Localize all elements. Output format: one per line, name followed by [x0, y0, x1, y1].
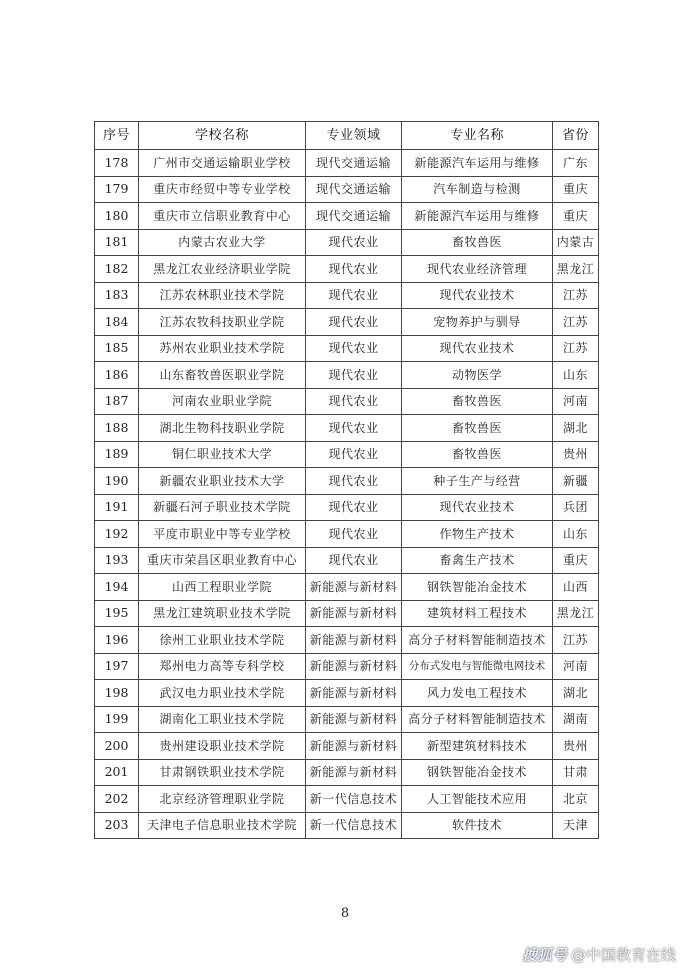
major-name-cell: 建筑材料工程技术	[402, 600, 553, 627]
school-name-cell: 山西工程职业学院	[139, 574, 306, 601]
field-cell: 现代农业	[306, 256, 402, 283]
field-cell: 现代农业	[306, 415, 402, 442]
school-name-cell: 甘肃钢铁职业技术学院	[139, 759, 306, 786]
field-cell: 现代农业	[306, 441, 402, 468]
province-cell: 内蒙古	[553, 229, 599, 256]
province-cell: 江苏	[553, 309, 599, 336]
serial-number-cell: 200	[95, 733, 139, 760]
table-row	[95, 468, 599, 495]
school-name-cell: 新疆石河子职业技术学院	[139, 494, 306, 521]
table-body	[95, 150, 599, 839]
province-cell: 江苏	[553, 335, 599, 362]
province-cell: 黑龙江	[553, 256, 599, 283]
school-name-cell: 天津电子信息职业技术学院	[139, 812, 306, 839]
school-name-cell: 江苏农牧科技职业学院	[139, 309, 306, 336]
province-cell: 江苏	[553, 282, 599, 309]
table-row	[95, 203, 599, 230]
major-name-cell: 作物生产技术	[402, 521, 553, 548]
province-cell: 重庆	[553, 547, 599, 574]
table-row	[95, 176, 599, 203]
field-cell: 现代农业	[306, 547, 402, 574]
province-cell: 湖南	[553, 706, 599, 733]
page-number: 8	[340, 906, 350, 921]
field-cell: 新一代信息技术	[306, 786, 402, 813]
field-cell: 新能源与新材料	[306, 733, 402, 760]
header-serial-number: 序号	[95, 122, 139, 150]
school-name-cell: 铜仁职业技术大学	[139, 441, 306, 468]
table-row	[95, 547, 599, 574]
field-cell: 新能源与新材料	[306, 600, 402, 627]
school-name-cell: 重庆市立信职业教育中心	[139, 203, 306, 230]
province-cell: 山东	[553, 362, 599, 389]
province-cell: 河南	[553, 653, 599, 680]
school-name-cell: 贵州建设职业技术学院	[139, 733, 306, 760]
table-row	[95, 362, 599, 389]
major-name-cell: 软件技术	[402, 812, 553, 839]
watermark-account: @中国教育在线	[570, 946, 676, 964]
province-cell: 重庆	[553, 203, 599, 230]
school-name-cell: 江苏农林职业技术学院	[139, 282, 306, 309]
province-cell: 贵州	[553, 441, 599, 468]
header-field: 专业领域	[306, 122, 402, 150]
major-name-cell: 畜牧兽医	[402, 415, 553, 442]
serial-number-cell: 186	[95, 362, 139, 389]
school-name-cell: 广州市交通运输职业学校	[139, 150, 306, 177]
table-row	[95, 335, 599, 362]
watermark-brand-logo: 搜狐号	[521, 946, 567, 964]
field-cell: 现代交通运输	[306, 203, 402, 230]
major-name-cell: 动物医学	[402, 362, 553, 389]
table-row	[95, 256, 599, 283]
province-cell: 江苏	[553, 627, 599, 654]
school-name-cell: 湖北生物科技职业学院	[139, 415, 306, 442]
major-name-cell: 新能源汽车运用与维修	[402, 150, 553, 177]
major-name-cell: 钢铁智能冶金技术	[402, 574, 553, 601]
school-name-cell: 平度市职业中等专业学校	[139, 521, 306, 548]
school-name-cell: 郑州电力高等专科学校	[139, 653, 306, 680]
major-name-cell: 畜牧兽医	[402, 441, 553, 468]
field-cell: 新能源与新材料	[306, 653, 402, 680]
field-cell: 新能源与新材料	[306, 574, 402, 601]
major-name-cell: 风力发电工程技术	[402, 680, 553, 707]
table-row	[95, 415, 599, 442]
table-row	[95, 733, 599, 760]
school-name-cell: 苏州农业职业技术学院	[139, 335, 306, 362]
school-name-cell: 黑龙江农业经济职业学院	[139, 256, 306, 283]
serial-number-cell: 179	[95, 176, 139, 203]
school-name-cell: 北京经济管理职业学院	[139, 786, 306, 813]
field-cell: 现代农业	[306, 388, 402, 415]
province-cell: 新疆	[553, 468, 599, 495]
major-name-cell: 畜禽生产技术	[402, 547, 553, 574]
table-row	[95, 150, 599, 177]
serial-number-cell: 199	[95, 706, 139, 733]
table-row	[95, 521, 599, 548]
field-cell: 现代农业	[306, 335, 402, 362]
header-province: 省份	[553, 122, 599, 150]
major-name-cell: 钢铁智能冶金技术	[402, 759, 553, 786]
serial-number-cell: 193	[95, 547, 139, 574]
header-school-name: 学校名称	[139, 122, 306, 150]
major-name-cell: 现代农业经济管理	[402, 256, 553, 283]
school-name-cell: 黑龙江建筑职业技术学院	[139, 600, 306, 627]
field-cell: 新能源与新材料	[306, 759, 402, 786]
school-name-cell: 武汉电力职业技术学院	[139, 680, 306, 707]
field-cell: 现代交通运输	[306, 150, 402, 177]
table-row	[95, 600, 599, 627]
school-name-cell: 内蒙古农业大学	[139, 229, 306, 256]
province-cell: 天津	[553, 812, 599, 839]
major-name-cell: 新能源汽车运用与维修	[402, 203, 553, 230]
serial-number-cell: 202	[95, 786, 139, 813]
table-row	[95, 229, 599, 256]
field-cell: 现代农业	[306, 282, 402, 309]
field-cell: 现代农业	[306, 468, 402, 495]
table-row	[95, 627, 599, 654]
field-cell: 新能源与新材料	[306, 680, 402, 707]
table-row	[95, 759, 599, 786]
serial-number-cell: 178	[95, 150, 139, 177]
serial-number-cell: 192	[95, 521, 139, 548]
serial-number-cell: 184	[95, 309, 139, 336]
serial-number-cell: 187	[95, 388, 139, 415]
major-name-cell: 人工智能技术应用	[402, 786, 553, 813]
serial-number-cell: 191	[95, 494, 139, 521]
header-major-name: 专业名称	[402, 122, 553, 150]
school-name-cell: 河南农业职业学院	[139, 388, 306, 415]
field-cell: 现代交通运输	[306, 176, 402, 203]
province-cell: 兵团	[553, 494, 599, 521]
table-row	[95, 388, 599, 415]
school-list-table	[94, 121, 599, 839]
field-cell: 现代农业	[306, 494, 402, 521]
serial-number-cell: 183	[95, 282, 139, 309]
province-cell: 黑龙江	[553, 600, 599, 627]
serial-number-cell: 203	[95, 812, 139, 839]
school-name-cell: 湖南化工职业技术学院	[139, 706, 306, 733]
field-cell: 现代农业	[306, 229, 402, 256]
major-name-cell: 宠物养护与驯导	[402, 309, 553, 336]
field-cell: 现代农业	[306, 362, 402, 389]
table-row	[95, 653, 599, 680]
table-row	[95, 812, 599, 839]
province-cell: 贵州	[553, 733, 599, 760]
field-cell: 现代农业	[306, 309, 402, 336]
province-cell: 甘肃	[553, 759, 599, 786]
serial-number-cell: 181	[95, 229, 139, 256]
school-name-cell: 徐州工业职业技术学院	[139, 627, 306, 654]
field-cell: 新能源与新材料	[306, 706, 402, 733]
serial-number-cell: 201	[95, 759, 139, 786]
province-cell: 河南	[553, 388, 599, 415]
province-cell: 重庆	[553, 176, 599, 203]
major-name-cell: 分布式发电与智能微电网技术	[402, 653, 553, 680]
province-cell: 山东	[553, 521, 599, 548]
serial-number-cell: 195	[95, 600, 139, 627]
school-name-cell: 重庆市荣昌区职业教育中心	[139, 547, 306, 574]
province-cell: 北京	[553, 786, 599, 813]
major-name-cell: 现代农业技术	[402, 282, 553, 309]
school-name-cell: 重庆市经贸中等专业学校	[139, 176, 306, 203]
serial-number-cell: 198	[95, 680, 139, 707]
province-cell: 广东	[553, 150, 599, 177]
serial-number-cell: 194	[95, 574, 139, 601]
field-cell: 现代农业	[306, 521, 402, 548]
major-name-cell: 现代农业技术	[402, 494, 553, 521]
table-row	[95, 574, 599, 601]
serial-number-cell: 182	[95, 256, 139, 283]
serial-number-cell: 190	[95, 468, 139, 495]
serial-number-cell: 189	[95, 441, 139, 468]
table-row	[95, 441, 599, 468]
table-header-row	[95, 122, 599, 150]
major-name-cell: 汽车制造与检测	[402, 176, 553, 203]
field-cell: 新一代信息技术	[306, 812, 402, 839]
field-cell: 新能源与新材料	[306, 627, 402, 654]
table-row	[95, 494, 599, 521]
major-name-cell: 高分子材料智能制造技术	[402, 706, 553, 733]
serial-number-cell: 188	[95, 415, 139, 442]
province-cell: 湖北	[553, 415, 599, 442]
table-row	[95, 680, 599, 707]
school-name-cell: 新疆农业职业技术大学	[139, 468, 306, 495]
table-row	[95, 786, 599, 813]
serial-number-cell: 197	[95, 653, 139, 680]
school-name-cell: 山东畜牧兽医职业学院	[139, 362, 306, 389]
table-row	[95, 282, 599, 309]
major-name-cell: 新型建筑材料技术	[402, 733, 553, 760]
major-name-cell: 现代农业技术	[402, 335, 553, 362]
table-row	[95, 706, 599, 733]
serial-number-cell: 180	[95, 203, 139, 230]
table-row	[95, 309, 599, 336]
province-cell: 湖北	[553, 680, 599, 707]
major-name-cell: 畜牧兽医	[402, 229, 553, 256]
major-name-cell: 种子生产与经营	[402, 468, 553, 495]
serial-number-cell: 185	[95, 335, 139, 362]
major-name-cell: 高分子材料智能制造技术	[402, 627, 553, 654]
province-cell: 山西	[553, 574, 599, 601]
major-name-cell: 畜牧兽医	[402, 388, 553, 415]
serial-number-cell: 196	[95, 627, 139, 654]
watermark	[522, 944, 676, 965]
